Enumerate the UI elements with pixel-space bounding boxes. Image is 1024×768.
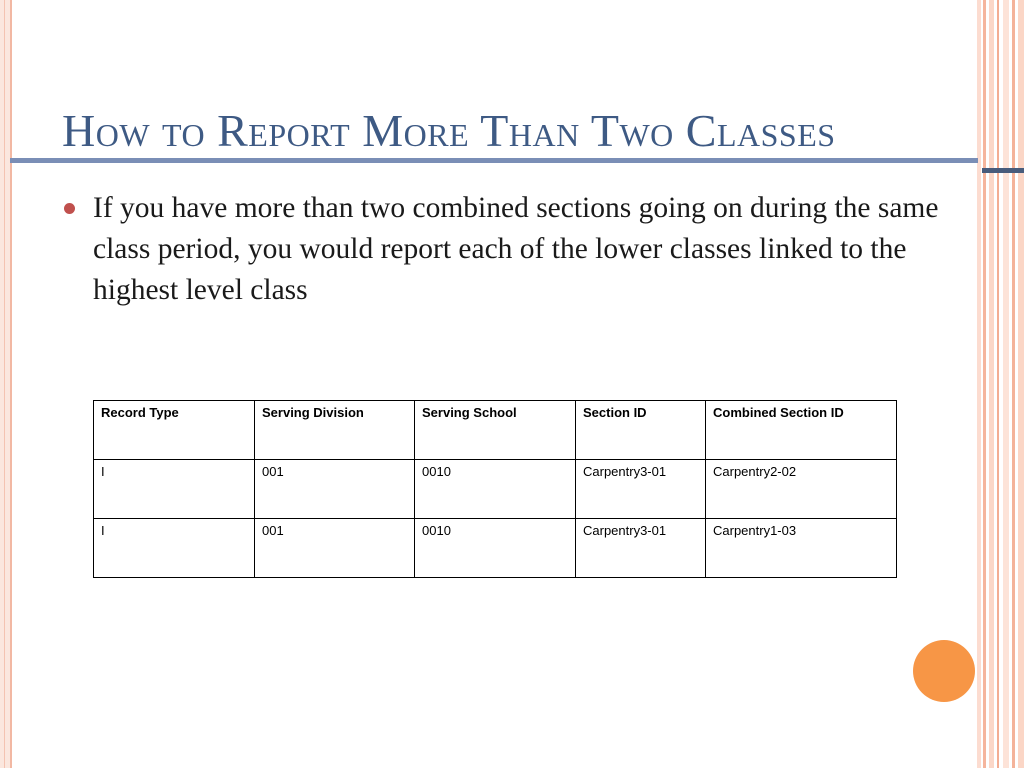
cell-serving-division: 001 bbox=[255, 460, 415, 519]
right-border-decoration bbox=[977, 0, 1024, 768]
title-underline bbox=[10, 158, 978, 163]
right-stripe-3 bbox=[989, 0, 994, 768]
bullet-dot-icon bbox=[64, 203, 75, 214]
header-section-id: Section ID bbox=[576, 401, 706, 460]
table-row bbox=[94, 460, 897, 519]
header-combined-section-id: Combined Section ID bbox=[706, 401, 897, 460]
bullet-list bbox=[60, 188, 960, 311]
left-border-line bbox=[4, 0, 5, 768]
bullet-item bbox=[60, 188, 960, 311]
cell-record-type: I bbox=[94, 460, 255, 519]
left-border-decoration bbox=[0, 0, 12, 768]
combined-sections-table bbox=[93, 400, 897, 578]
title-underline-right bbox=[982, 168, 1024, 173]
table-header-row bbox=[94, 401, 897, 460]
cell-combined-section-id: Carpentry1-03 bbox=[706, 519, 897, 578]
right-stripe-2 bbox=[983, 0, 986, 768]
right-stripe-7 bbox=[1018, 0, 1024, 768]
cell-section-id: Carpentry3-01 bbox=[576, 460, 706, 519]
right-stripe-1 bbox=[977, 0, 981, 768]
cell-serving-school: 0010 bbox=[415, 519, 576, 578]
cell-serving-division: 001 bbox=[255, 519, 415, 578]
cell-combined-section-id: Carpentry2-02 bbox=[706, 460, 897, 519]
right-stripe-5 bbox=[1003, 0, 1009, 768]
cell-serving-school: 0010 bbox=[415, 460, 576, 519]
cell-record-type: I bbox=[94, 519, 255, 578]
right-stripe-6 bbox=[1012, 0, 1015, 768]
header-record-type: Record Type bbox=[94, 401, 255, 460]
slide-title: How to Report More Than Two Classes bbox=[62, 105, 836, 156]
orange-circle-icon bbox=[913, 640, 975, 702]
right-stripe-4 bbox=[997, 0, 999, 768]
header-serving-division: Serving Division bbox=[255, 401, 415, 460]
cell-section-id: Carpentry3-01 bbox=[576, 519, 706, 578]
header-serving-school: Serving School bbox=[415, 401, 576, 460]
bullet-text: If you have more than two combined sections going on during the same class period, you would report each of the lower classes linked to the highest level class bbox=[93, 192, 939, 306]
table-row bbox=[94, 519, 897, 578]
